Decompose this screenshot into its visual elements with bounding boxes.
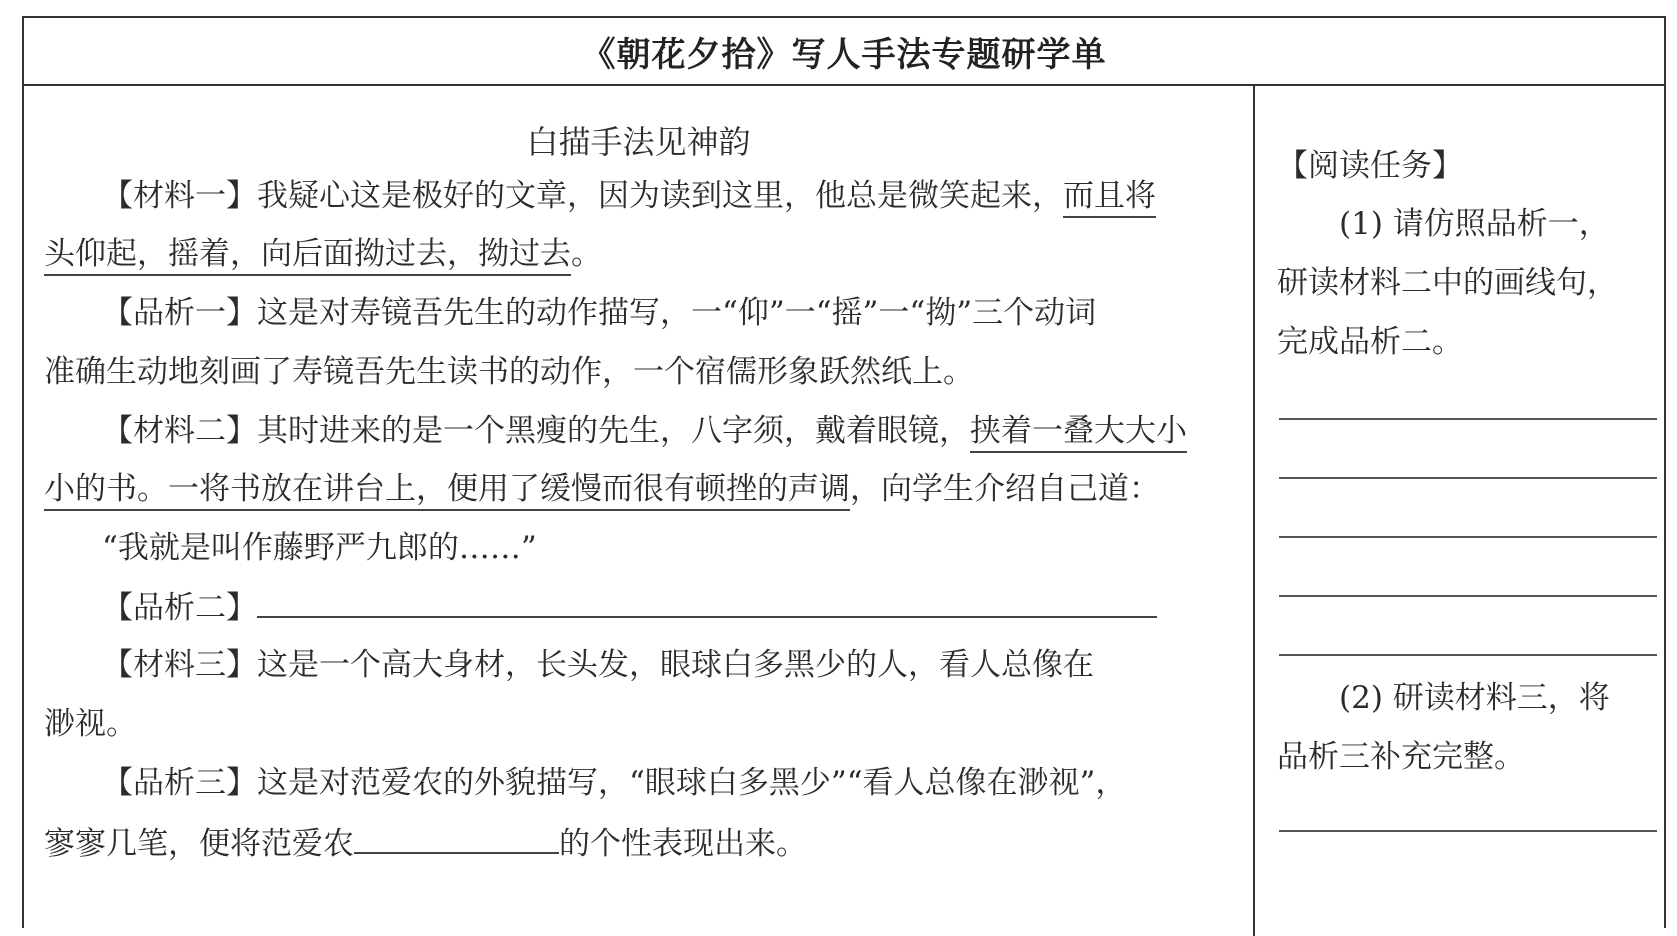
material2-quote: “我就是叫作藤野严九郎的……” [102,530,537,566]
material1-line2 [44,234,1234,274]
task1-line1: (1) 请仿照品析一， [1339,206,1610,242]
worksheet [22,16,1666,928]
material1-end: 。 [571,236,602,272]
analysis1-line2: 准确生动地刻画了寿镜吾先生读书的动作，一个宿儒形象跃然纸上。 [44,354,974,390]
material2-end: ，向学生介绍自己道： [850,471,1160,507]
material1-underline-b: 头仰起，摇着，向后面拗过去，拗过去 [44,236,571,276]
analysis3-text-b: 的个性表现出来。 [559,826,807,862]
analysis3-line1: 【品析三】这是对范爱农的外貌描写，“眼球白多黑少”“看人总像在渺视”， [102,765,1127,801]
material3-line2: 渺视。 [44,706,137,742]
analysis3-answer-blank[interactable] [354,822,559,854]
analysis3-line2 [44,822,1234,864]
material1-line1 [102,176,1234,216]
section-subtitle: 白描手法见神韵 [526,123,751,161]
task1-answer-line-5[interactable] [1279,654,1657,656]
material2-underline-b: 小的书。一将书放在讲台上，便用了缓慢而很有顿挫的声调 [44,471,850,511]
analysis2-label: 【品析二】 [102,590,257,626]
material1-text: 【材料一】我疑心这是极好的文章，因为读到这里，他总是微笑起来， [102,178,1063,214]
analysis3-text-a: 寥寥几笔，便将范爱农 [44,826,354,862]
task2-line1: (2) 研读材料三，将 [1339,680,1610,716]
analysis2-line [102,586,1234,628]
worksheet-title: 《朝花夕拾》写人手法专题研学单 [24,18,1664,86]
task1-answer-line-4[interactable] [1279,595,1657,597]
material2-line2 [44,469,1234,509]
material3-line1: 【材料三】这是一个高大身材，长头发，眼球白多黑少的人，看人总像在 [102,647,1094,683]
task-column [1255,86,1666,932]
task1-answer-line-2[interactable] [1279,477,1657,479]
material2-underline-a: 挟着一叠大大小 [970,413,1187,453]
material2-line1 [102,411,1234,451]
material1-underline-a: 而且将 [1063,178,1156,218]
task1-answer-line-1[interactable] [1279,418,1657,420]
analysis2-answer-blank[interactable] [257,586,1157,618]
task1-answer-line-3[interactable] [1279,536,1657,538]
task2-line2: 品析三补充完整。 [1277,739,1525,775]
material-column [24,86,1253,932]
task1-line3: 完成品析二。 [1277,324,1463,360]
task2-answer-line[interactable] [1279,830,1657,832]
analysis1-line1: 【品析一】这是对寿镜吾先生的动作描写，一“仰”一“摇”一“拗”三个动词 [102,295,1097,331]
tasks-header: 【阅读任务】 [1277,148,1463,184]
task1-line2: 研读材料二中的画线句， [1277,265,1618,301]
material2-text: 【材料二】其时进来的是一个黑瘦的先生，八字须，戴着眼镜， [102,413,970,449]
